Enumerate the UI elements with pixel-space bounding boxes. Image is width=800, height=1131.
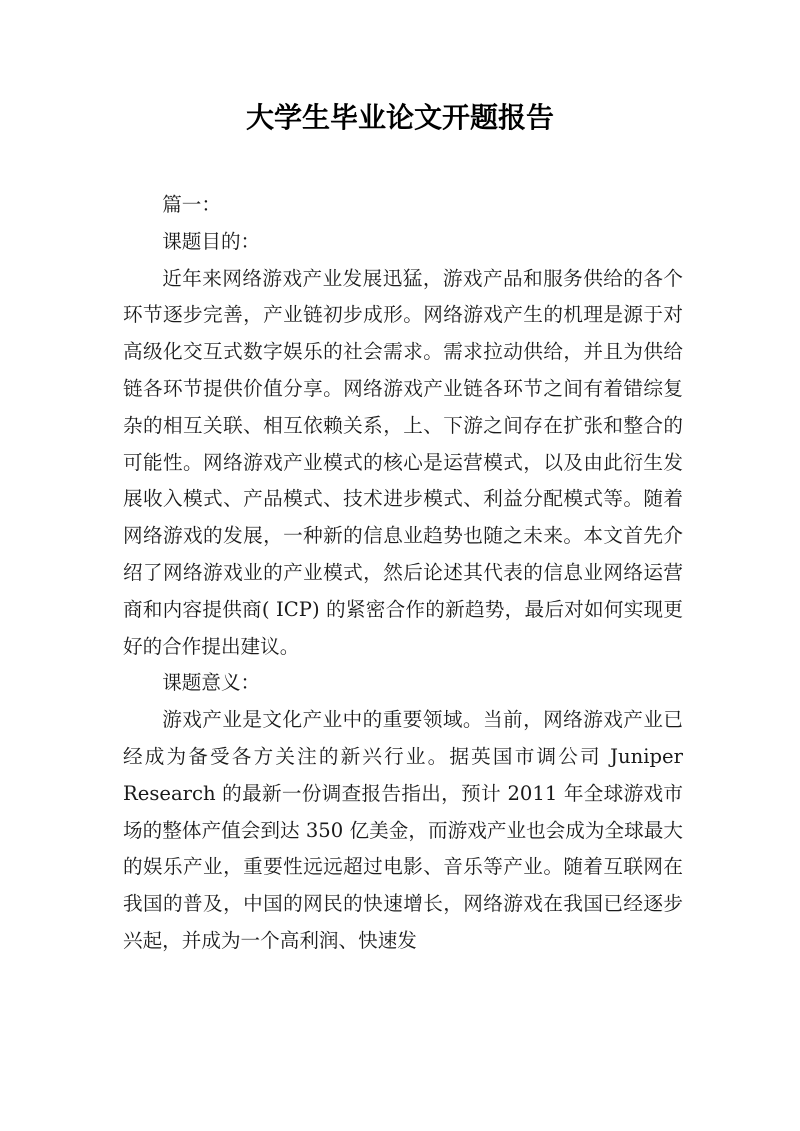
document-body (123, 187, 683, 960)
purpose-paragraph: 近年来网络游戏产业发展迅猛，游戏产品和服务供给的各个环节逐步完善，产业链初步成形。网络游戏产生的机理是源于对高级化交互式数字娱乐的社会需求。需求拉动供给，并且为供给链各环节提供价值分享。网络游戏产业链各环节之间有着错综复杂的相互关联、相互依赖关系，上、下游之间存在扩张和整合的可能性。网络游戏产业模式的核心是运营模式，以及由此衍生发展收入模式、产品模式、技术进步模式、利益分配模式等。随着网络游戏的发展，一种新的信息业趋势也随之未来。本文首先介绍了网络游戏业的产业模式，然后论述其代表的信息业网络运营商和内容提供商( ICP) 的紧密合作的新趋势，最后对如何实现更好的合作提出建议。 (123, 266, 683, 658)
section-label: 篇一： (162, 193, 221, 216)
significance-heading: 课题意义： (162, 671, 261, 695)
document-title: 大学生毕业论文开题报告 (245, 101, 554, 134)
purpose-heading: 课题目的： (162, 229, 261, 253)
significance-paragraph: 游戏产业是文化产业中的重要领域。当前，网络游戏产业已经成为备受各方关注的新兴行业。据英国市调公司 Juniper Research 的最新一份调查报告指出，预计 2011 年全球游戏市场的整体产值会到达 350 亿美金，而游戏产业也会成为全球最大的娱乐产业，重要性远远超过电影、音乐等产业。随着互联网在我国的普及，中国的网民的快速增长，网络游戏在我国已经逐步兴起，并成为一个高利润、快速发 (123, 708, 683, 952)
